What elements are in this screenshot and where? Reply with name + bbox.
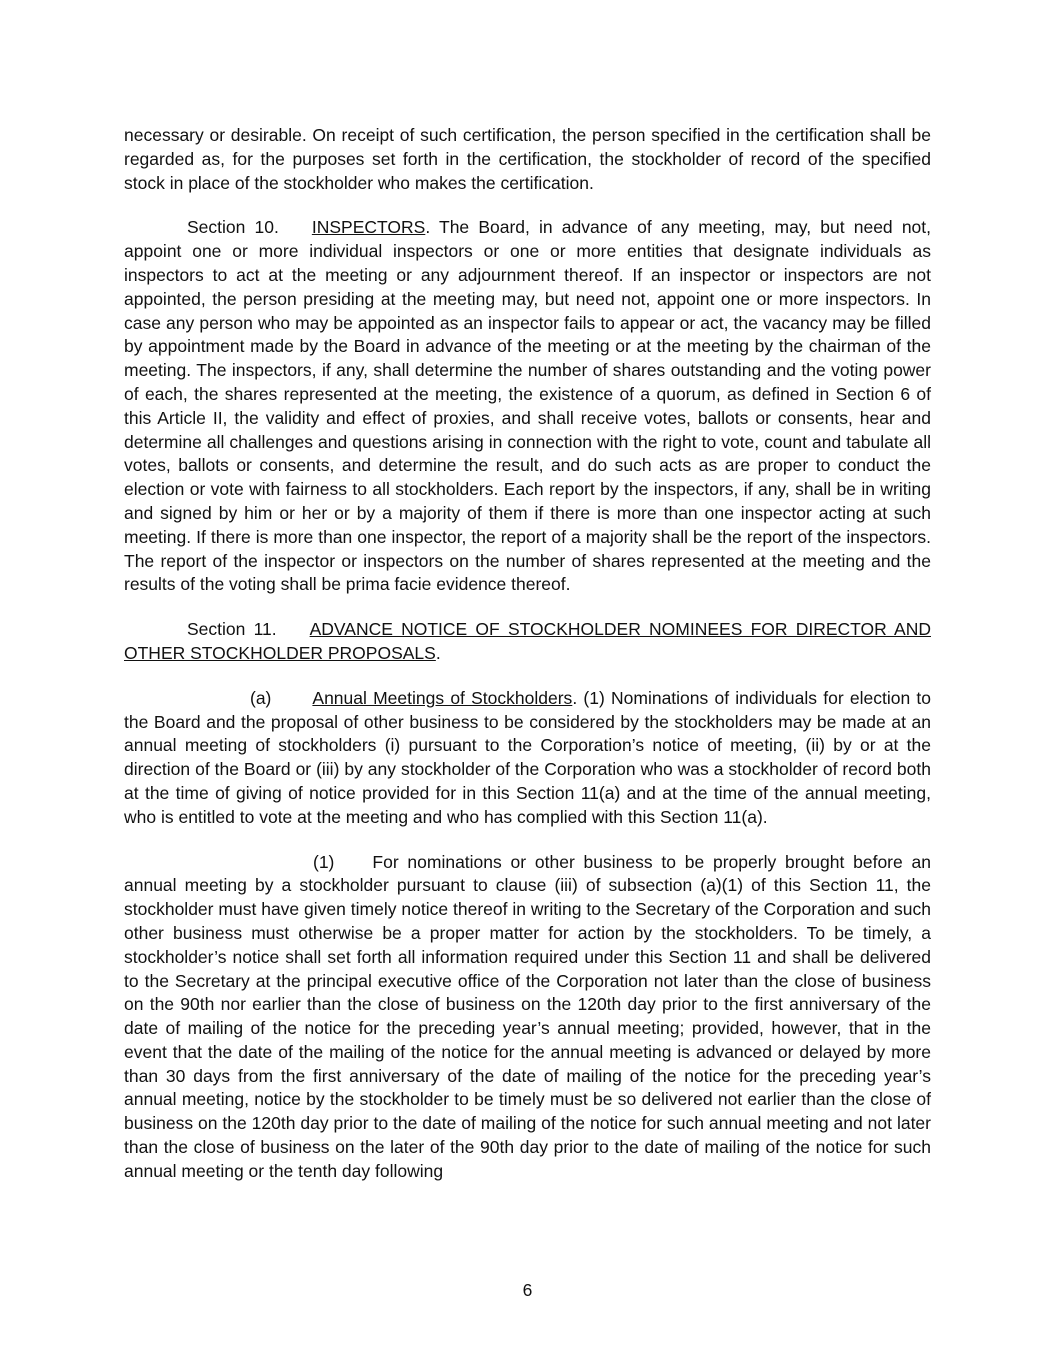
- section-11-heading: [124, 618, 931, 666]
- section-10-body: . The Board, in advance of any meeting, may, but need not, appoint one or more individual inspectors or one or more entities that designate individuals as inspectors to act at the meeting or any adjournment thereof. If an inspector or inspectors are not appointed, the person presiding at the meeting may, but need not, appoint one or more inspectors. In case any person who may be appointed as an inspector fails to appear or act, the vacancy may be filled by appointment made by the Board in advance of the meeting or at the meeting by the chairman of the meeting. The inspectors, if any, shall determine the number of shares outstanding and the voting power of each, the shares represented at the meeting, the existence of a quorum, as defined in Section 6 of this Article II, the validity and effect of proxies, and shall receive votes, ballots or consents, hear and determine all challenges and questions arising in connection with the right to vote, count and tabulate all votes, ballots or consents, and determine the result, and do such acts as are proper to conduct the election or vote with fairness to all stockholders. Each report by the inspectors, if any, shall be in writing and signed by him or her or by a majority of them if there is more than one inspector acting at such meeting. If there is more than one inspector, the report of a majority shall be the report of the inspectors. The report of the inspector or inspectors on the number of shares represented at the meeting and the results of the voting shall be prima facie evidence thereof.: [124, 217, 932, 595]
- section-11-number: Section 11.: [187, 619, 277, 640]
- intro-paragraph: necessary or desirable. On receipt of such certification, the person specified in the certification shall be regarded as, for the purposes set forth in the certification, the stockholder of record of the specified stock in place of the stockholder who makes the certification.: [124, 125, 931, 193]
- section-10-paragraph: [124, 216, 931, 597]
- paragraph-1-body: For nominations or other business to be properly brought before an annual meeting by a stockholder pursuant to clause (iii) of subsection (a)(1) of this Section 11, the stockholder must have given timely notice thereof in writing to the Secretary of the Corporation and such other business must otherwise be a proper matter for action by the stockholders. To be timely, a stockholder’s notice shall set forth all information required under this Section 11 and shall be delivered to the Secretary at the principal executive office of the Corporation not later than the close of business on the 90th nor earlier than the close of business on the 120th day prior to the first anniversary of the date of mailing of the notice for the preceding year’s annual meeting; provided, however, that in the event that the date of the mailing of the notice for the annual meeting is advanced or delayed by more than 30 days from the first anniversary of the date of mailing of the notice for the preceding year’s annual meeting, notice by the stockholder to be timely must be so delivered not earlier than the close of business on the 120th day prior to the date of mailing of the notice for such annual meeting and not later than the close of business on the later of the 90th day prior to the date of mailing of the notice for such annual meeting or the tenth day following: [124, 851, 931, 1181]
- paragraph-1: [124, 851, 931, 1184]
- section-11-title-end: .: [435, 642, 441, 663]
- section-10-number: Section 10.: [187, 217, 279, 238]
- paragraph-1-label: (1): [313, 851, 335, 872]
- subsection-a-label: (a): [250, 687, 272, 708]
- subsection-a-title: Annual Meetings of Stockholders: [312, 687, 573, 708]
- section-10-title: INSPECTORS: [311, 217, 426, 238]
- document-page: [124, 124, 931, 1205]
- page-number: 6: [522, 1280, 533, 1300]
- subsection-a-body: . (1) Nominations of individuals for election to the Board and the proposal of other business to be considered by the stockholders may be made at an annual meeting of stockholders (i) pursuant to the Corporation’s notice of meeting, (ii) by or at the direction of the Board or (iii) by any stockholder of the Corporation who was a stockholder of record both at the time of giving of notice provided for in this Section 11(a) and at the time of the annual meeting, who is entitled to vote at the meeting and who has complied with this Section 11(a).: [124, 687, 932, 827]
- subsection-a-paragraph: [124, 687, 931, 830]
- section-11-title: ADVANCE NOTICE OF STOCKHOLDER NOMINEES FOR DIRECTOR AND OTHER STOCKHOLDER PROPOSALS: [124, 619, 931, 663]
